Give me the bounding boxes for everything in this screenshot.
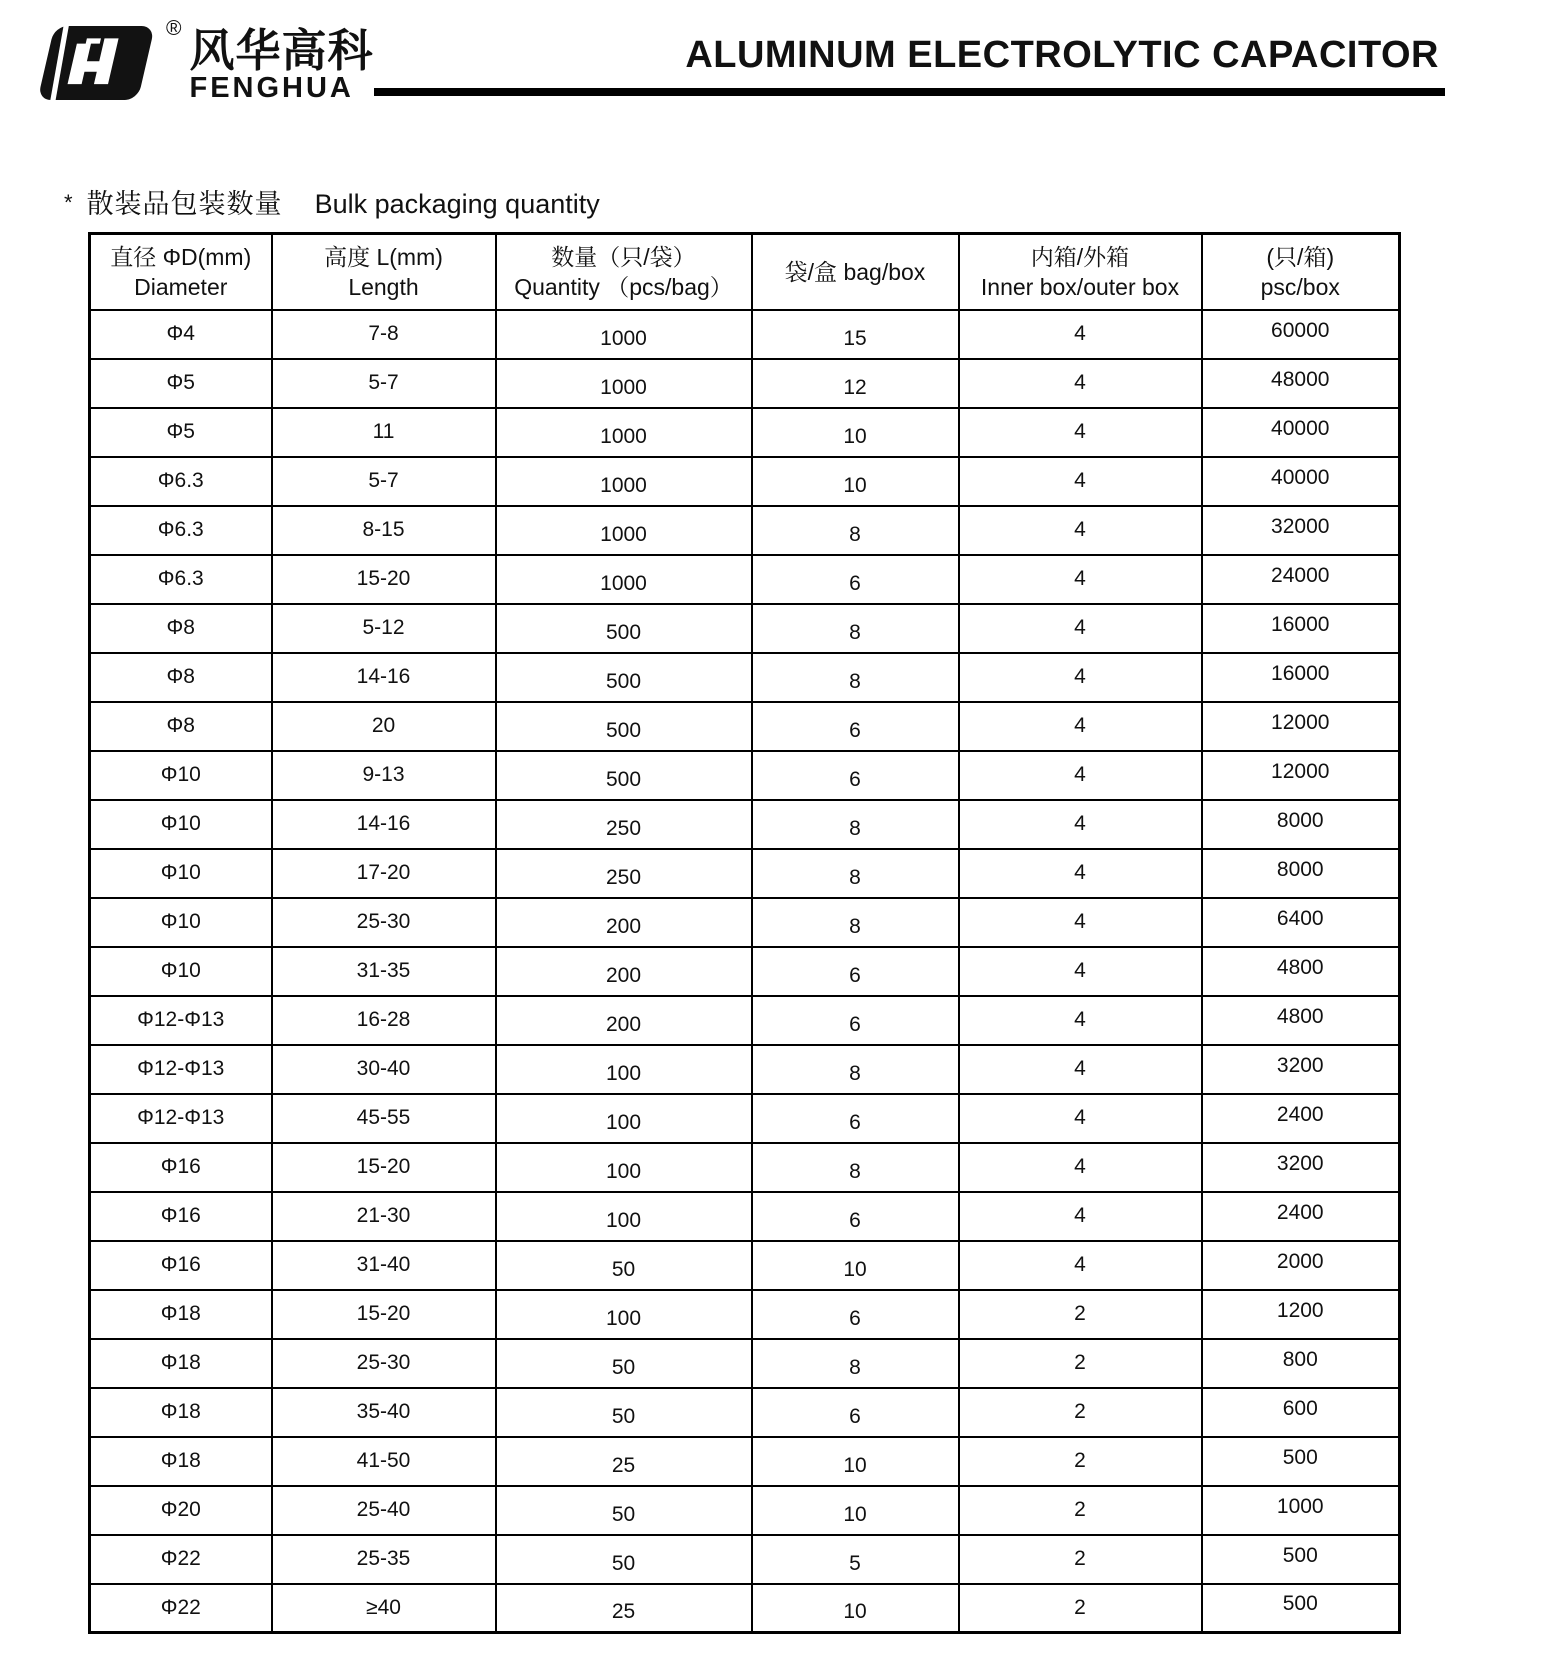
registered-trademark-mark: ® bbox=[166, 17, 182, 40]
table-row bbox=[90, 653, 1400, 702]
table-cell: 100 bbox=[496, 1290, 752, 1339]
table-cell: 8000 bbox=[1202, 849, 1400, 898]
table-cell: 5-7 bbox=[272, 457, 496, 506]
table-cell: 12000 bbox=[1202, 702, 1400, 751]
table-header-row bbox=[90, 234, 1400, 310]
table-cell: 6 bbox=[752, 555, 959, 604]
table-cell: Φ5 bbox=[90, 408, 272, 457]
table-cell: 14-16 bbox=[272, 800, 496, 849]
table-cell: Φ8 bbox=[90, 702, 272, 751]
table-cell: 4 bbox=[959, 800, 1202, 849]
table-cell: 800 bbox=[1202, 1339, 1400, 1388]
table-cell: Φ16 bbox=[90, 1241, 272, 1290]
table-row bbox=[90, 1486, 1400, 1535]
column-header-1: 直径 ΦD(mm) Diameter bbox=[90, 234, 272, 310]
table-cell: Φ10 bbox=[90, 898, 272, 947]
table-cell: Φ18 bbox=[90, 1388, 272, 1437]
title-block bbox=[374, 20, 1446, 96]
table-cell: 2 bbox=[959, 1584, 1202, 1633]
section-heading-en: Bulk packaging quantity bbox=[314, 189, 600, 219]
table-cell: 2 bbox=[959, 1437, 1202, 1486]
table-cell: Φ6.3 bbox=[90, 506, 272, 555]
table-cell: 6 bbox=[752, 1388, 959, 1437]
table-cell: 15 bbox=[752, 310, 959, 359]
table-row bbox=[90, 996, 1400, 1045]
table-cell: 250 bbox=[496, 800, 752, 849]
table-cell: 20 bbox=[272, 702, 496, 751]
table-body bbox=[90, 310, 1400, 1633]
table-row bbox=[90, 1241, 1400, 1290]
table-cell: 7-8 bbox=[272, 310, 496, 359]
table-cell: 4800 bbox=[1202, 947, 1400, 996]
table-cell: Φ22 bbox=[90, 1584, 272, 1633]
table-cell: 8 bbox=[752, 506, 959, 555]
table-row bbox=[90, 947, 1400, 996]
table-cell: 1000 bbox=[496, 310, 752, 359]
table-cell: 4 bbox=[959, 1143, 1202, 1192]
table-cell: 100 bbox=[496, 1192, 752, 1241]
table-cell: 10 bbox=[752, 1437, 959, 1486]
table-cell: 4 bbox=[959, 604, 1202, 653]
table-cell: 500 bbox=[496, 702, 752, 751]
table-cell: 1000 bbox=[1202, 1486, 1400, 1535]
table-cell: 4 bbox=[959, 359, 1202, 408]
table-cell: 2 bbox=[959, 1290, 1202, 1339]
table-cell: 5-7 bbox=[272, 359, 496, 408]
table-cell: 50 bbox=[496, 1486, 752, 1535]
table-row bbox=[90, 604, 1400, 653]
table-cell: 6 bbox=[752, 751, 959, 800]
table-cell: 6400 bbox=[1202, 898, 1400, 947]
table-cell: Φ6.3 bbox=[90, 457, 272, 506]
table-cell: 2 bbox=[959, 1388, 1202, 1437]
table-cell: 5 bbox=[752, 1535, 959, 1584]
table-cell: 4 bbox=[959, 653, 1202, 702]
table-cell: Φ16 bbox=[90, 1143, 272, 1192]
column-header-3: 数量（只/袋） Quantity （pcs/bag） bbox=[496, 234, 752, 310]
table-cell: 3200 bbox=[1202, 1143, 1400, 1192]
table-cell: 100 bbox=[496, 1143, 752, 1192]
table-cell: 45-55 bbox=[272, 1094, 496, 1143]
table-cell: 200 bbox=[496, 947, 752, 996]
table-cell: Φ5 bbox=[90, 359, 272, 408]
table-cell: 50 bbox=[496, 1388, 752, 1437]
table-cell: Φ8 bbox=[90, 604, 272, 653]
table-row bbox=[90, 1192, 1400, 1241]
table-cell: 6 bbox=[752, 947, 959, 996]
table-cell: 21-30 bbox=[272, 1192, 496, 1241]
table-cell: Φ10 bbox=[90, 800, 272, 849]
table-cell: 15-20 bbox=[272, 1143, 496, 1192]
table-cell: 500 bbox=[1202, 1584, 1400, 1633]
table-cell: 8 bbox=[752, 1339, 959, 1388]
table-cell: 10 bbox=[752, 408, 959, 457]
table-cell: 1000 bbox=[496, 555, 752, 604]
table-cell: 50 bbox=[496, 1535, 752, 1584]
table-cell: 11 bbox=[272, 408, 496, 457]
table-cell: 4 bbox=[959, 1241, 1202, 1290]
table-cell: 10 bbox=[752, 457, 959, 506]
title-underline bbox=[374, 88, 1446, 96]
table-cell: 15-20 bbox=[272, 1290, 496, 1339]
table-cell: 4 bbox=[959, 996, 1202, 1045]
table-row bbox=[90, 359, 1400, 408]
table-cell: 500 bbox=[496, 653, 752, 702]
table-cell: 600 bbox=[1202, 1388, 1400, 1437]
table-cell: 6 bbox=[752, 1290, 959, 1339]
table-cell: 4 bbox=[959, 310, 1202, 359]
brand-text bbox=[189, 25, 374, 104]
table-cell: 2400 bbox=[1202, 1192, 1400, 1241]
table-cell: Φ16 bbox=[90, 1192, 272, 1241]
table-cell: 100 bbox=[496, 1045, 752, 1094]
table-cell: 4 bbox=[959, 947, 1202, 996]
table-cell: 4 bbox=[959, 506, 1202, 555]
table-cell: 25 bbox=[496, 1437, 752, 1486]
table-row bbox=[90, 898, 1400, 947]
table-cell: Φ12-Φ13 bbox=[90, 1045, 272, 1094]
table-cell: 35-40 bbox=[272, 1388, 496, 1437]
table-cell: Φ10 bbox=[90, 751, 272, 800]
table-cell: 4 bbox=[959, 702, 1202, 751]
table-row bbox=[90, 1437, 1400, 1486]
table-cell: 2 bbox=[959, 1339, 1202, 1388]
table-cell: Φ20 bbox=[90, 1486, 272, 1535]
table-cell: 31-35 bbox=[272, 947, 496, 996]
table-row bbox=[90, 1388, 1400, 1437]
table-row bbox=[90, 1339, 1400, 1388]
table-cell: Φ12-Φ13 bbox=[90, 996, 272, 1045]
table-cell: 500 bbox=[1202, 1535, 1400, 1584]
fenghua-logo-icon bbox=[36, 20, 168, 106]
table-cell: 4 bbox=[959, 898, 1202, 947]
table-cell: 16000 bbox=[1202, 653, 1400, 702]
table-cell: 8 bbox=[752, 849, 959, 898]
table-cell: 31-40 bbox=[272, 1241, 496, 1290]
table-cell: 48000 bbox=[1202, 359, 1400, 408]
table-row bbox=[90, 1584, 1400, 1633]
table-cell: 2400 bbox=[1202, 1094, 1400, 1143]
table-cell: 2 bbox=[959, 1535, 1202, 1584]
table-cell: 25-40 bbox=[272, 1486, 496, 1535]
table-cell: 8000 bbox=[1202, 800, 1400, 849]
table-cell: 16-28 bbox=[272, 996, 496, 1045]
table-cell: 25 bbox=[496, 1584, 752, 1633]
table-cell: 6 bbox=[752, 1192, 959, 1241]
table-row bbox=[90, 751, 1400, 800]
table-cell: 1000 bbox=[496, 457, 752, 506]
table-cell: 8 bbox=[752, 604, 959, 653]
table-cell: 25-30 bbox=[272, 1339, 496, 1388]
table-cell: 8 bbox=[752, 898, 959, 947]
table-cell: 4 bbox=[959, 1045, 1202, 1094]
table-cell: Φ4 bbox=[90, 310, 272, 359]
table-cell: 4 bbox=[959, 849, 1202, 898]
table-row bbox=[90, 1290, 1400, 1339]
table-row bbox=[90, 1535, 1400, 1584]
table-row bbox=[90, 555, 1400, 604]
table-cell: ≥40 bbox=[272, 1584, 496, 1633]
table-cell: Φ18 bbox=[90, 1290, 272, 1339]
brand-name-cn: 风华高科 bbox=[189, 25, 374, 76]
table-cell: 8-15 bbox=[272, 506, 496, 555]
table-row bbox=[90, 408, 1400, 457]
section-heading-cn: 散装品包装数量 bbox=[86, 189, 283, 219]
table-cell: 16000 bbox=[1202, 604, 1400, 653]
table-row bbox=[90, 506, 1400, 555]
table-cell: 2 bbox=[959, 1486, 1202, 1535]
table-cell: Φ18 bbox=[90, 1339, 272, 1388]
table-cell: 4 bbox=[959, 1192, 1202, 1241]
table-cell: 200 bbox=[496, 898, 752, 947]
table-cell: Φ22 bbox=[90, 1535, 272, 1584]
table-cell: 1000 bbox=[496, 359, 752, 408]
table-cell: 2000 bbox=[1202, 1241, 1400, 1290]
column-header-5: 内箱/外箱 Inner box/outer box bbox=[959, 234, 1202, 310]
table-cell: 8 bbox=[752, 653, 959, 702]
table-cell: 250 bbox=[496, 849, 752, 898]
table-cell: 14-16 bbox=[272, 653, 496, 702]
table-cell: 17-20 bbox=[272, 849, 496, 898]
table-cell: 4800 bbox=[1202, 996, 1400, 1045]
column-header-6: (只/箱) psc/box bbox=[1202, 234, 1400, 310]
table-cell: Φ8 bbox=[90, 653, 272, 702]
table-cell: 6 bbox=[752, 996, 959, 1045]
brand-name-en: FENGHUA bbox=[189, 72, 354, 104]
table-cell: 9-13 bbox=[272, 751, 496, 800]
table-row bbox=[90, 457, 1400, 506]
table-cell: 100 bbox=[496, 1094, 752, 1143]
table-cell: 40000 bbox=[1202, 408, 1400, 457]
table-cell: 4 bbox=[959, 555, 1202, 604]
table-row bbox=[90, 849, 1400, 898]
table-cell: 50 bbox=[496, 1339, 752, 1388]
table-cell: 30-40 bbox=[272, 1045, 496, 1094]
table-row bbox=[90, 702, 1400, 751]
table-cell: 10 bbox=[752, 1486, 959, 1535]
table-cell: 500 bbox=[496, 604, 752, 653]
table-cell: 1200 bbox=[1202, 1290, 1400, 1339]
table-cell: Φ6.3 bbox=[90, 555, 272, 604]
brand-logo bbox=[36, 17, 374, 106]
table-cell: 4 bbox=[959, 751, 1202, 800]
table-cell: 12000 bbox=[1202, 751, 1400, 800]
table-cell: 1000 bbox=[496, 408, 752, 457]
table-cell: Φ18 bbox=[90, 1437, 272, 1486]
table-cell: 4 bbox=[959, 408, 1202, 457]
table-cell: 1000 bbox=[496, 506, 752, 555]
table-cell: Φ10 bbox=[90, 947, 272, 996]
asterisk-marker: * bbox=[64, 190, 73, 215]
table-cell: 500 bbox=[496, 751, 752, 800]
table-cell: 10 bbox=[752, 1584, 959, 1633]
table-cell: Φ10 bbox=[90, 849, 272, 898]
table-cell: 200 bbox=[496, 996, 752, 1045]
packaging-table bbox=[88, 232, 1401, 1634]
table-cell: 8 bbox=[752, 1143, 959, 1192]
table-cell: 12 bbox=[752, 359, 959, 408]
table-cell: 24000 bbox=[1202, 555, 1400, 604]
table-cell: Φ12-Φ13 bbox=[90, 1094, 272, 1143]
table-row bbox=[90, 1094, 1400, 1143]
table-cell: 4 bbox=[959, 1094, 1202, 1143]
page-title: ALUMINUM ELECTROLYTIC CAPACITOR bbox=[685, 34, 1439, 76]
table-cell: 500 bbox=[1202, 1437, 1400, 1486]
table-cell: 6 bbox=[752, 702, 959, 751]
table-cell: 41-50 bbox=[272, 1437, 496, 1486]
table-row bbox=[90, 800, 1400, 849]
table-cell: 10 bbox=[752, 1241, 959, 1290]
table-cell: 25-30 bbox=[272, 898, 496, 947]
column-header-4: 袋/盒 bag/box bbox=[752, 234, 959, 310]
table-row bbox=[90, 1045, 1400, 1094]
table-row bbox=[90, 310, 1400, 359]
table-cell: 32000 bbox=[1202, 506, 1400, 555]
table-cell: 3200 bbox=[1202, 1045, 1400, 1094]
table-cell: 40000 bbox=[1202, 457, 1400, 506]
table-row bbox=[90, 1143, 1400, 1192]
table-cell: 15-20 bbox=[272, 555, 496, 604]
column-header-2: 高度 L(mm) Length bbox=[272, 234, 496, 310]
table-cell: 5-12 bbox=[272, 604, 496, 653]
table-cell: 6 bbox=[752, 1094, 959, 1143]
table-cell: 4 bbox=[959, 457, 1202, 506]
table-cell: 8 bbox=[752, 1045, 959, 1094]
table-cell: 50 bbox=[496, 1241, 752, 1290]
section-heading bbox=[64, 188, 1550, 222]
table-cell: 25-35 bbox=[272, 1535, 496, 1584]
page-header bbox=[0, 0, 1550, 106]
table-cell: 8 bbox=[752, 800, 959, 849]
table-cell: 60000 bbox=[1202, 310, 1400, 359]
